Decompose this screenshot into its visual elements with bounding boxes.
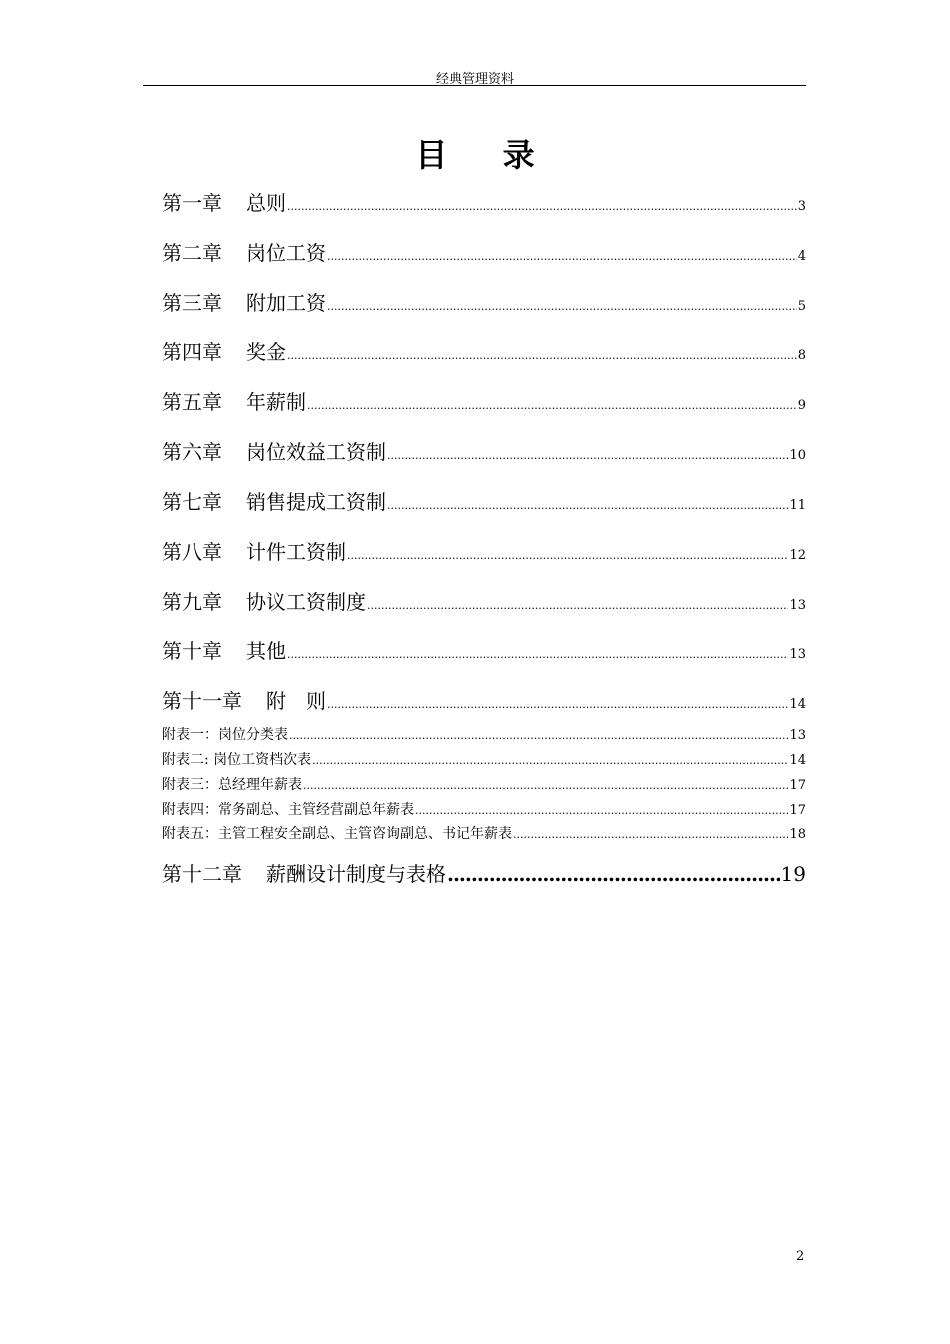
page-ref: 11 (789, 498, 806, 513)
page-number: 2 (796, 1249, 805, 1264)
toc-entry[interactable] (162, 287, 806, 317)
header-rule (143, 85, 806, 86)
leader-dots (387, 499, 788, 512)
chapter-name: 附加工资 (246, 291, 326, 315)
page-ref: 13 (789, 728, 806, 743)
toc-entry[interactable] (162, 436, 806, 466)
chapter-number: 第十章 (162, 639, 222, 663)
chapter-number: 第四章 (162, 340, 222, 364)
toc-entry[interactable] (162, 536, 806, 566)
toc-entry[interactable] (162, 386, 806, 416)
page-header: 经典管理资料 (435, 72, 514, 87)
page-ref: 5 (797, 299, 806, 314)
page-ref: 13 (789, 598, 806, 613)
chapter-name: 其他 (246, 639, 286, 663)
leader-dots (312, 754, 788, 767)
leader-dots (303, 779, 788, 792)
toc-appendix-entry[interactable] (162, 799, 806, 821)
leader-dots (327, 250, 797, 263)
page-ref: 3 (797, 199, 806, 214)
chapter-number: 第二章 (162, 241, 222, 265)
chapter-number: 第一章 (162, 191, 222, 215)
toc-appendix-entry[interactable] (162, 749, 806, 771)
page-ref: 18 (789, 827, 806, 842)
toc-entry[interactable] (162, 586, 806, 616)
page-ref: 14 (789, 697, 806, 712)
chapter-name: 岗位工资 (246, 241, 326, 265)
chapter-name: 奖金 (246, 340, 286, 364)
appendix-label: 附表一：岗位分类表 (162, 727, 288, 743)
page-ref: 17 (789, 803, 806, 818)
page-ref: 8 (797, 348, 806, 363)
chapter-number: 第八章 (162, 540, 222, 564)
leader-dots (415, 804, 788, 817)
page-ref: 12 (789, 548, 806, 563)
chapter-name: 岗位效益工资制 (246, 440, 386, 464)
toc-entry[interactable] (162, 858, 806, 888)
leader-dots (327, 698, 788, 711)
toc-title: 目 录 (415, 136, 557, 174)
chapter-name: 协议工资制度 (246, 590, 366, 614)
chapter-name: 附 则 (266, 689, 326, 713)
chapter-number: 第六章 (162, 440, 222, 464)
page-ref: 14 (789, 753, 806, 768)
chapter-name: 销售提成工资制 (246, 490, 386, 514)
leader-dots (347, 549, 788, 562)
chapter-number: 第十二章 (162, 862, 242, 886)
chapter-number: 第九章 (162, 590, 222, 614)
page-ref: 13 (789, 647, 806, 662)
chapter-name: 年薪制 (246, 390, 306, 414)
page-ref: 10 (789, 448, 806, 463)
toc-entry[interactable] (162, 635, 806, 665)
leader-dots (327, 300, 797, 313)
leader-dots (513, 828, 788, 841)
page-ref: 17 (789, 778, 806, 793)
leader-dots (287, 349, 797, 362)
leader-dots (287, 200, 797, 213)
chapter-name: 计件工资制 (246, 540, 346, 564)
page-ref: 19 (780, 862, 806, 886)
chapter-number: 第五章 (162, 390, 222, 414)
toc-appendix-entry[interactable] (162, 724, 806, 746)
appendix-label: 附表五：主管工程安全副总、主管咨询副总、书记年薪表 (162, 826, 512, 842)
appendix-label: 附表四：常务副总、主管经营副总年薪表 (162, 802, 414, 818)
chapter-number: 第十一章 (162, 689, 242, 713)
toc-entry[interactable] (162, 486, 806, 516)
chapter-number: 第七章 (162, 490, 222, 514)
page-ref: 9 (797, 398, 806, 413)
chapter-name: 薪酬设计制度与表格 (266, 862, 446, 886)
toc-entry[interactable] (162, 187, 806, 217)
toc-appendix-entry[interactable] (162, 823, 806, 845)
leader-dots (367, 599, 788, 612)
appendix-label: 附表二: 岗位工资档次表 (162, 752, 312, 768)
toc-entry[interactable] (162, 237, 806, 267)
appendix-label: 附表三：总经理年薪表 (162, 777, 302, 793)
toc-entry[interactable] (162, 336, 806, 366)
leader-dots (287, 648, 788, 661)
page-ref: 4 (797, 249, 806, 264)
chapter-number: 第三章 (162, 291, 222, 315)
leader-dots (447, 862, 780, 886)
leader-dots (307, 399, 797, 412)
leader-dots (289, 729, 788, 742)
toc-entry[interactable] (162, 685, 806, 715)
chapter-name: 总则 (246, 191, 286, 215)
leader-dots (387, 449, 788, 462)
toc-appendix-entry[interactable] (162, 774, 806, 796)
